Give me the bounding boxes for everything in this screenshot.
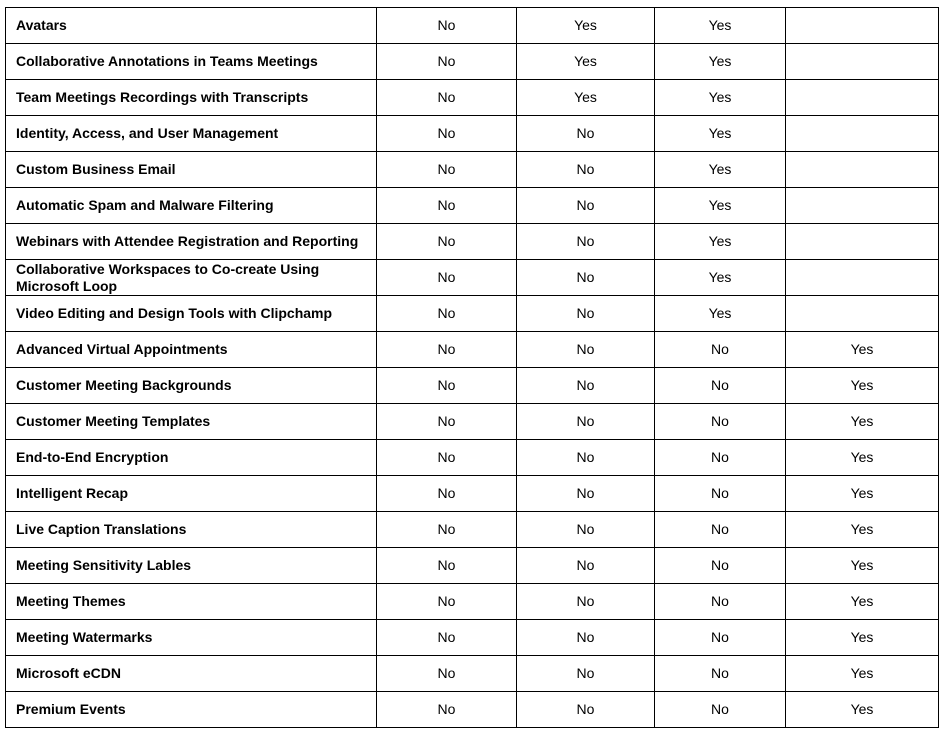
plan-2-value-cell: No <box>517 188 655 224</box>
feature-name-cell: Customer Meeting Backgrounds <box>6 368 377 404</box>
plan-2-value-cell: No <box>517 404 655 440</box>
plan-2-value-cell: No <box>517 620 655 656</box>
plan-2-value-cell: No <box>517 332 655 368</box>
plan-1-value-cell: No <box>377 332 517 368</box>
table-row <box>6 440 939 476</box>
plan-3-value-cell: No <box>655 584 786 620</box>
plan-1-value-cell: No <box>377 476 517 512</box>
feature-name-cell: Microsoft eCDN <box>6 656 377 692</box>
plan-1-value-cell: No <box>377 80 517 116</box>
plan-4-value-cell: Yes <box>786 620 939 656</box>
plan-4-value-cell: Yes <box>786 440 939 476</box>
plan-2-value-cell: No <box>517 476 655 512</box>
table-row <box>6 116 939 152</box>
plan-4-value-cell <box>786 44 939 80</box>
plan-1-value-cell: No <box>377 404 517 440</box>
table-row <box>6 512 939 548</box>
feature-name-cell: Premium Events <box>6 692 377 728</box>
plan-1-value-cell: No <box>377 296 517 332</box>
feature-name-cell: Collaborative Annotations in Teams Meetings <box>6 44 377 80</box>
table-row <box>6 188 939 224</box>
plan-2-value-cell: No <box>517 656 655 692</box>
table-row <box>6 260 939 296</box>
table-row <box>6 584 939 620</box>
plan-1-value-cell: No <box>377 692 517 728</box>
feature-name-cell: Intelligent Recap <box>6 476 377 512</box>
plan-3-value-cell: Yes <box>655 188 786 224</box>
table-row <box>6 548 939 584</box>
plan-4-value-cell <box>786 260 939 296</box>
plan-1-value-cell: No <box>377 440 517 476</box>
feature-name-cell: Meeting Sensitivity Lables <box>6 548 377 584</box>
plan-2-value-cell: No <box>517 260 655 296</box>
plan-2-value-cell: No <box>517 116 655 152</box>
feature-name-cell: Identity, Access, and User Management <box>6 116 377 152</box>
feature-name-cell: Meeting Themes <box>6 584 377 620</box>
feature-name-cell: End-to-End Encryption <box>6 440 377 476</box>
plan-4-value-cell: Yes <box>786 584 939 620</box>
table-row <box>6 368 939 404</box>
table-row <box>6 692 939 728</box>
plan-3-value-cell: Yes <box>655 260 786 296</box>
feature-name-cell: Collaborative Workspaces to Co-create Using Microsoft Loop <box>6 260 377 296</box>
plan-2-value-cell: No <box>517 692 655 728</box>
plan-4-value-cell: Yes <box>786 548 939 584</box>
table-row <box>6 332 939 368</box>
feature-name-cell: Live Caption Translations <box>6 512 377 548</box>
plan-3-value-cell: Yes <box>655 152 786 188</box>
plan-2-value-cell: No <box>517 512 655 548</box>
plan-3-value-cell: No <box>655 332 786 368</box>
plan-4-value-cell <box>786 80 939 116</box>
table-row <box>6 8 939 44</box>
feature-name-cell: Meeting Watermarks <box>6 620 377 656</box>
plan-2-value-cell: No <box>517 152 655 188</box>
plan-2-value-cell: Yes <box>517 8 655 44</box>
plan-4-value-cell: Yes <box>786 512 939 548</box>
plan-4-value-cell: Yes <box>786 404 939 440</box>
plan-3-value-cell: No <box>655 512 786 548</box>
table-row <box>6 656 939 692</box>
plan-2-value-cell: Yes <box>517 80 655 116</box>
plan-4-value-cell <box>786 188 939 224</box>
plan-2-value-cell: No <box>517 224 655 260</box>
plan-1-value-cell: No <box>377 260 517 296</box>
plan-2-value-cell: Yes <box>517 44 655 80</box>
plan-3-value-cell: Yes <box>655 116 786 152</box>
plan-1-value-cell: No <box>377 116 517 152</box>
plan-2-value-cell: No <box>517 584 655 620</box>
plan-3-value-cell: No <box>655 368 786 404</box>
plan-4-value-cell <box>786 224 939 260</box>
plan-4-value-cell: Yes <box>786 332 939 368</box>
plan-3-value-cell: No <box>655 620 786 656</box>
plan-1-value-cell: No <box>377 620 517 656</box>
table-row <box>6 476 939 512</box>
table-body <box>6 8 939 728</box>
feature-name-cell: Customer Meeting Templates <box>6 404 377 440</box>
table-row <box>6 296 939 332</box>
table-row <box>6 224 939 260</box>
plan-4-value-cell: Yes <box>786 368 939 404</box>
feature-name-cell: Avatars <box>6 8 377 44</box>
feature-name-cell: Webinars with Attendee Registration and Reporting <box>6 224 377 260</box>
feature-name-cell: Advanced Virtual Appointments <box>6 332 377 368</box>
plan-3-value-cell: Yes <box>655 80 786 116</box>
plan-1-value-cell: No <box>377 584 517 620</box>
feature-name-cell: Video Editing and Design Tools with Clipchamp <box>6 296 377 332</box>
plan-1-value-cell: No <box>377 656 517 692</box>
plan-1-value-cell: No <box>377 8 517 44</box>
plan-4-value-cell: Yes <box>786 692 939 728</box>
plan-3-value-cell: Yes <box>655 44 786 80</box>
plan-2-value-cell: No <box>517 368 655 404</box>
plan-4-value-cell: Yes <box>786 656 939 692</box>
plan-4-value-cell <box>786 296 939 332</box>
plan-3-value-cell: No <box>655 656 786 692</box>
plan-1-value-cell: No <box>377 152 517 188</box>
plan-1-value-cell: No <box>377 368 517 404</box>
plan-2-value-cell: No <box>517 296 655 332</box>
feature-name-cell: Team Meetings Recordings with Transcripts <box>6 80 377 116</box>
plan-4-value-cell <box>786 116 939 152</box>
plan-3-value-cell: No <box>655 692 786 728</box>
table-row <box>6 620 939 656</box>
table-row <box>6 80 939 116</box>
plan-3-value-cell: Yes <box>655 296 786 332</box>
plan-1-value-cell: No <box>377 224 517 260</box>
plan-1-value-cell: No <box>377 188 517 224</box>
plan-3-value-cell: No <box>655 404 786 440</box>
plan-4-value-cell <box>786 8 939 44</box>
plan-3-value-cell: Yes <box>655 224 786 260</box>
plan-2-value-cell: No <box>517 440 655 476</box>
plan-4-value-cell: Yes <box>786 476 939 512</box>
feature-name-cell: Automatic Spam and Malware Filtering <box>6 188 377 224</box>
plan-1-value-cell: No <box>377 512 517 548</box>
table-row <box>6 152 939 188</box>
plan-3-value-cell: No <box>655 440 786 476</box>
plan-4-value-cell <box>786 152 939 188</box>
feature-comparison-table <box>5 7 939 728</box>
plan-3-value-cell: No <box>655 548 786 584</box>
feature-name-cell: Custom Business Email <box>6 152 377 188</box>
plan-3-value-cell: Yes <box>655 8 786 44</box>
table-row <box>6 44 939 80</box>
plan-2-value-cell: No <box>517 548 655 584</box>
table-row <box>6 404 939 440</box>
plan-1-value-cell: No <box>377 44 517 80</box>
plan-1-value-cell: No <box>377 548 517 584</box>
plan-3-value-cell: No <box>655 476 786 512</box>
